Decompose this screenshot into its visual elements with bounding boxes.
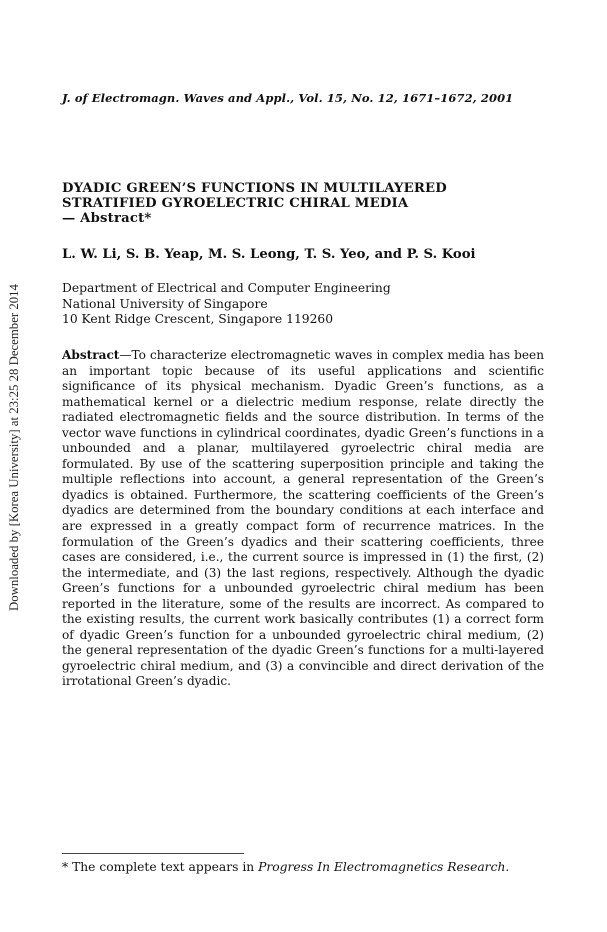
footnote-text: The complete text appears in <box>68 860 259 874</box>
affiliation <box>62 281 391 328</box>
abstract-body: To characterize electromagnetic waves in complex media has been an important topic because of its useful applications and scientific significance of its physical mechanism. Dyadic Green’s functions, as a mathematical kernel or a dielectric medium response, relate directly the radiated electromagnetic fields and the source distribution. In terms of the vector wave functions in cylindrical coordinates, dyadic Green’s functions in a unbounded and a planar, multilayered gyroelectric chiral media are formulated. By use of the scattering superposition principle and taking the multiple reflections into account, a general representation of the Green’s dyadics is obtained. Furthermore, the scattering coefficients of the Green’s dyadics are determined from the boundary conditions at each interface and are expressed in a greatly compact form of recurrence matrices. In the formulation of the Green’s dyadics and their scattering coefficients, three cases are considered, i.e., the current source is impressed in (1) the first, (2) the intermediate, and (3) the last regions, respectively. Although the dyadic Green’s functions for a unbounded gyroelectric chiral medium has been reported in the literature, some of the results are incorrect. As compared to the existing results, the current work basically contributes (1) a correct form of dyadic Green’s function for a unbounded gyroelectric chiral medium, (2) the general representation of the dyadic Green’s functions for a multi-layered gyroelectric chiral medium, and (3) a convincible and direct derivation of the irrotational Green’s dyadic. <box>62 348 544 689</box>
affiliation-line-1: Department of Electrical and Computer Engineering <box>62 281 391 295</box>
author-list: L. W. Li, S. B. Yeap, M. S. Leong, T. S. Yeo, and P. S. Kooi <box>62 247 476 262</box>
article-title <box>62 181 542 226</box>
download-sidebar <box>0 281 21 611</box>
affiliation-line-2: National University of Singapore <box>62 296 268 311</box>
footnote-journal: Progress In Electromagnetics Research. <box>258 860 510 874</box>
affiliation-line-3: 10 Kent Ridge Crescent, Singapore 119260 <box>62 312 334 326</box>
abstract-paragraph <box>62 348 544 690</box>
download-note: Downloaded by [Korea University] at 23:25 28 December 2014 <box>7 284 21 611</box>
abstract-dash: — <box>119 348 132 362</box>
title-line-1: DYADIC GREEN’S FUNCTIONS IN MULTILAYERED <box>62 181 447 196</box>
abstract-label: Abstract <box>62 348 120 362</box>
footnote-rule <box>62 853 244 854</box>
title-line-2: STRATIFIED GYROELECTRIC CHIRAL MEDIA <box>62 196 409 211</box>
footnote <box>62 860 509 874</box>
title-line-3: — Abstract* <box>62 211 152 226</box>
journal-header: J. of Electromagn. Waves and Appl., Vol. 15, No. 12, 1671–1672, 2001 <box>62 91 514 105</box>
footnote-marker: * <box>62 860 69 874</box>
